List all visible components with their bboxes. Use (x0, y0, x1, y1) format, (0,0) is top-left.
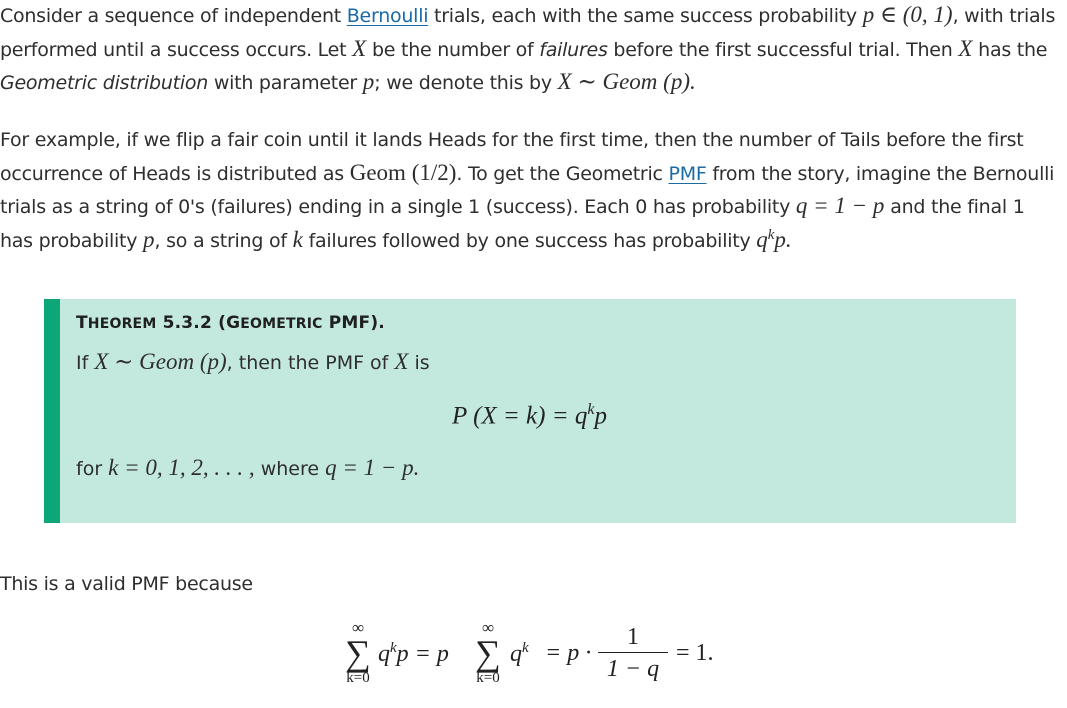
sum-eq-p-dot: = p · (545, 640, 592, 666)
text-span: trials, each with the same success probability (428, 5, 863, 27)
pmf-link[interactable]: PMF (668, 162, 707, 185)
text-span: be the number of (366, 38, 540, 61)
theorem-label-initial: T (76, 313, 88, 333)
text-span: , with trials performed until a success occurs. Let (0, 5, 1056, 61)
text-span: For example, if we flip a fair coin until it lands Heads for the first time, then the number of Tails before the first occurrence of Heads is distributed as (0, 129, 1024, 185)
math-x: X (352, 35, 367, 61)
math-x: X (958, 35, 973, 61)
text-span: . To get the Geometric (456, 162, 669, 185)
text-span: failures followed by one success has probability (302, 229, 757, 252)
fraction-denominator: 1 − q (606, 656, 660, 682)
math-qkp (756, 227, 791, 252)
math-k-exponent: k (522, 640, 529, 656)
theorem-name-initial: G (226, 313, 241, 333)
sum-upper-limit: ∞ (351, 618, 365, 637)
text-span: ; we denote this by (374, 72, 558, 94)
theorem-statement-line (76, 349, 430, 375)
math-k-support: k = 0, 1, 2, . . . , (108, 455, 255, 480)
text-span: This is a valid PMF because (0, 573, 253, 595)
bernoulli-link[interactable]: Bernoulli (346, 5, 429, 27)
sum-lower-limit: k=0 (476, 670, 500, 686)
emphasis-geometric-distribution: Geometric distribution (0, 72, 209, 94)
math-q-def: q = 1 − p. (325, 455, 420, 480)
sum-upper-limit: ∞ (481, 618, 495, 637)
sum-lower-limit: k=0 (346, 670, 370, 686)
math-x-geom-p: X ∼ Geom (p). (557, 69, 696, 94)
math-q: q (756, 226, 768, 252)
emphasis-failures: failures (539, 38, 608, 61)
theorem-support-line (76, 455, 419, 481)
math-p: p. (774, 226, 792, 252)
math-q: q (378, 641, 390, 667)
sum-term-2 (510, 640, 529, 668)
formula-exponent: k (587, 401, 595, 418)
math-x-geom-p: X ∼ Geom (p) (94, 349, 227, 374)
math-k-exponent: k (767, 226, 775, 243)
math-q: q (510, 641, 522, 667)
pmf-formula (452, 401, 607, 431)
text-span: and the final 1 has probability (0, 196, 1025, 252)
summation-2 (468, 620, 508, 686)
math-k-exponent: k (390, 640, 397, 656)
math-p-eq-p: p = p (396, 641, 449, 667)
text-span: where (254, 458, 326, 480)
theorem-number: 5.3.2 ( (156, 313, 227, 333)
text-span: from the story, imagine the Bernoulli trials as a string of 0's (failures) ending in a single 1 (success). Each 0 has probability (0, 162, 1055, 218)
text-span: Consider a sequence of independent (0, 5, 347, 27)
summation-1 (338, 620, 378, 686)
geometric-series-fraction (598, 624, 668, 683)
theorem-name-rest: PMF). (322, 313, 385, 333)
math-p: p (143, 226, 155, 252)
theorem-name-smallcaps: EOMETRIC (240, 316, 323, 332)
validity-sentence (0, 568, 1062, 601)
formula-lhs: P (X = k) = q (452, 402, 588, 430)
text-span: with parameter (208, 72, 363, 94)
text-span: has the (972, 38, 1048, 61)
math-k: k (292, 226, 303, 252)
theorem-box (44, 299, 1016, 523)
math-p: p (362, 69, 375, 94)
theorem-title (76, 313, 385, 333)
formula-p: p (594, 402, 607, 430)
text-span: , so a string of (154, 229, 293, 252)
paragraph-coin-example (0, 124, 1062, 257)
sigma-symbol: ∑ (475, 633, 501, 673)
math-x: X (394, 349, 409, 374)
text-span: before the first successful trial. Then (607, 38, 959, 61)
sum-term-1 (378, 640, 449, 668)
text-span: If (76, 352, 95, 374)
math-p-range: p ∈ (0, 1) (862, 2, 953, 27)
text-span: for (76, 458, 109, 480)
math-q-def: q = 1 − p (795, 193, 885, 218)
paragraph-geometric-intro (0, 0, 1062, 100)
text-span: is (408, 352, 430, 374)
sigma-symbol: ∑ (345, 633, 371, 673)
sum-result: = 1. (676, 640, 714, 666)
text-span: , then the PMF of (226, 352, 395, 374)
theorem-label-smallcaps: HEOREM (87, 316, 157, 332)
math-geom-half: Geom (1/2) (349, 159, 457, 185)
fraction-numerator: 1 (598, 624, 668, 653)
